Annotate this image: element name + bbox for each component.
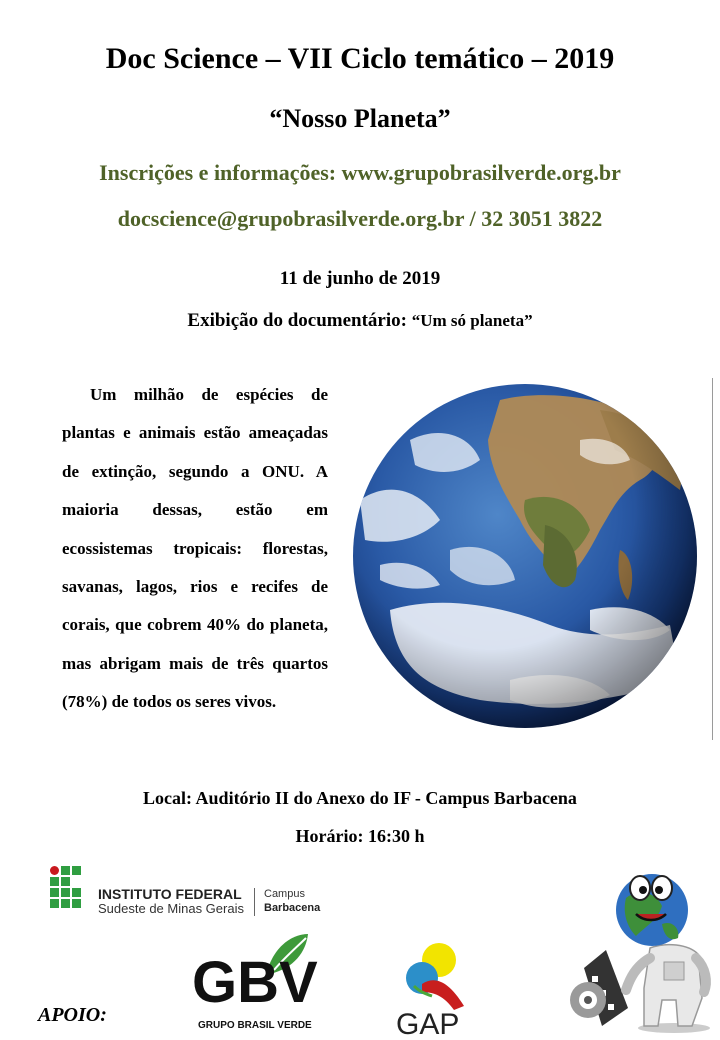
event-date: 11 de junho de 2019 [279,268,441,289]
if-name: INSTITUTO FEDERAL [98,886,242,902]
exhibition-title: “Um só planeta” [411,311,533,330]
vertical-divider [712,378,713,740]
gbv-name: GRUPO BRASIL VERDE [198,1020,312,1031]
gbv-letters: GBV [192,950,318,1015]
if-divider [254,888,255,916]
event-location: Local: Auditório II do Anexo do IF - Campus Barbacena [143,788,577,808]
if-logo-dot [50,866,59,875]
support-label: APOIO: [38,1004,107,1026]
page-title: Doc Science – VII Ciclo temático – 2019 [105,42,615,75]
gap-name: GAP [396,1008,460,1038]
description-paragraph: Um milhão de espécies de plantas e animais estão ameaçadas de extinção, segundo a ONU. A maioria dessas, estão em ecossistemas tropicais: florestas, savanas, lagos, rios e recifes de corais, que cobrem 40% do planeta, mas abrigam mais de três quartos (78%) de todos os seres vivos. [62,385,328,712]
earth-image [350,380,700,732]
contact-info: docscience@grupobrasilverde.org.br / 32 3051 3822 [117,206,603,231]
if-city: Barbacena [264,902,321,914]
gbv-logo [190,930,320,1034]
if-subtitle: Sudeste de Minas Gerais [98,901,244,916]
event-subtitle: “Nosso Planeta” [269,104,451,133]
if-logo [50,866,340,918]
event-time: Horário: 16:30 h [295,826,425,846]
if-campus: Campus [264,888,305,900]
exhibition-line [0,310,720,332]
description-block [62,376,328,722]
gap-logo [392,940,472,1038]
exhibition-label: Exibição do documentário: [187,310,407,331]
robot-mascot-image [566,858,716,1034]
registration-info: Inscrições e informações: www.grupobrasilverde.org.br [99,160,621,185]
